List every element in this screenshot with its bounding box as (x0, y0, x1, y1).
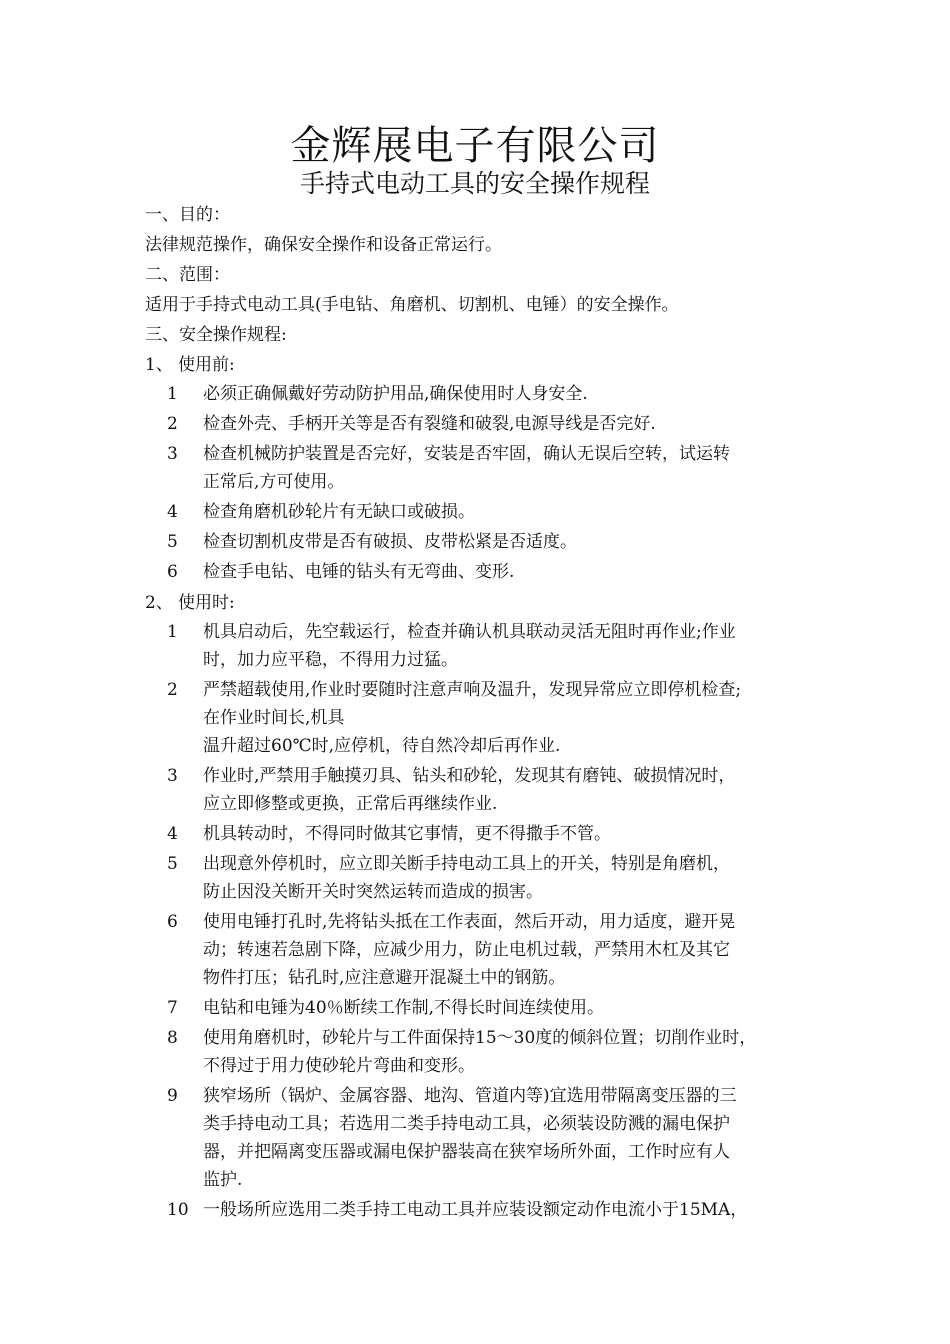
list-item (145, 850, 835, 906)
item-line: 时，加力应平稳，不得用力过猛。 (203, 650, 458, 670)
item-number: 9 (167, 1086, 178, 1106)
before-use-number: 1、 (145, 355, 173, 375)
scope-heading: 二、范围： (145, 265, 230, 285)
item-number: 3 (167, 766, 178, 786)
item-number: 1 (167, 622, 178, 642)
item-line: 监护. (203, 1170, 243, 1190)
item-line: 检查角磨机砂轮片有无缺口或破损。 (203, 502, 475, 522)
item-text (203, 440, 835, 496)
list-item (145, 528, 835, 556)
item-number: 6 (167, 912, 178, 932)
purpose-text: 法律规范操作，确保安全操作和设备正常运行。 (145, 235, 502, 255)
list-item (145, 618, 835, 674)
item-text (203, 762, 835, 818)
before-use-heading (145, 350, 835, 380)
purpose-heading: 一、目的： (145, 205, 230, 225)
item-text (203, 558, 835, 586)
item-line: 正常后,方可使用。 (203, 472, 345, 492)
item-text (203, 410, 835, 438)
item-text (203, 908, 835, 992)
item-text (203, 380, 835, 408)
item-number: 10 (167, 1200, 189, 1220)
list-item (145, 1082, 835, 1194)
during-use-number: 2、 (145, 593, 173, 613)
item-number: 2 (167, 414, 178, 434)
document-body (145, 200, 835, 1226)
item-text (203, 1196, 835, 1224)
company-name: 金辉展电子有限公司 (290, 123, 660, 169)
item-text (203, 528, 835, 556)
list-item (145, 994, 835, 1022)
list-item (145, 676, 835, 760)
item-line: 动；转速若急剧下降，应减少用力，防止电机过载，严禁用木杠及其它 (203, 940, 730, 960)
item-line: 在作业时间长,机具 (203, 708, 345, 728)
item-line: 不得过于用力使砂轮片弯曲和变形。 (203, 1056, 475, 1076)
item-line: 出现意外停机时，应立即关断手持电动工具上的开关，特别是角磨机， (203, 854, 730, 874)
item-line: 使用角磨机时，砂轮片与工件面保持15～30度的倾斜位置；切削作业时， (203, 1028, 757, 1048)
list-item (145, 820, 835, 848)
item-text (203, 1024, 835, 1080)
scope-text: 适用于手持式电动工具(手电钻、角磨机、切割机、电锤）的安全操作。 (145, 295, 679, 315)
item-number: 1 (167, 384, 178, 404)
item-line: 应立即修整或更换，正常后再继续作业. (203, 794, 498, 814)
item-line: 温升超过60℃时,应停机，待自然冷却后再作业. (203, 736, 561, 756)
item-line: 严禁超载使用,作业时要随时注意声响及温升，发现异常应立即停机检查; (203, 680, 742, 700)
item-line: 一般场所应选用二类手持工电动工具并应装设额定动作电流小于15MA， (203, 1200, 748, 1220)
item-text (203, 994, 835, 1022)
item-line: 使用电锤打孔时,先将钻头抵在工作表面，然后开动，用力适度，避开晃 (203, 912, 736, 932)
item-number: 5 (167, 854, 178, 874)
during-use-label: 使用时: (178, 593, 235, 613)
item-line: 检查手电钻、电锤的钻头有无弯曲、变形. (203, 562, 515, 582)
item-number: 4 (167, 824, 178, 844)
before-use-list (145, 380, 835, 586)
list-item (145, 498, 835, 526)
list-item (145, 440, 835, 496)
item-line: 机具转动时，不得同时做其它事情，更不得撒手不管。 (203, 824, 611, 844)
item-line: 检查切割机皮带是否有破损、皮带松紧是否适度。 (203, 532, 577, 552)
list-item (145, 762, 835, 818)
item-line: 作业时,严禁用手触摸刃具、钻头和砂轮，发现其有磨钝、破损情况时， (203, 766, 736, 786)
item-line: 检查机械防护装置是否完好，安装是否牢固，确认无误后空转，试运转 (203, 444, 730, 464)
before-use-label: 使用前: (178, 355, 235, 375)
item-number: 3 (167, 444, 178, 464)
item-line: 检查外壳、手柄开关等是否有裂缝和破裂,电源导线是否完好. (203, 414, 656, 434)
rules-heading: 三、安全操作规程: (145, 325, 287, 345)
document-title: 手持式电动工具的安全操作规程 (299, 169, 650, 198)
item-number: 5 (167, 532, 178, 552)
item-text (203, 498, 835, 526)
item-text (203, 850, 835, 906)
list-item (145, 1196, 835, 1224)
item-number: 8 (167, 1028, 178, 1048)
item-text (203, 1082, 835, 1194)
item-number: 4 (167, 502, 178, 522)
item-line: 狭窄场所（锅炉、金属容器、地沟、管道内等)宜选用带隔离变压器的三 (203, 1086, 737, 1106)
item-number: 6 (167, 562, 178, 582)
item-number: 2 (167, 680, 178, 700)
item-line: 类手持电动工具；若选用二类手持电动工具，必须装设防溅的漏电保护 (203, 1114, 730, 1134)
list-item (145, 558, 835, 586)
item-line: 机具启动后，先空载运行，检查并确认机具联动灵活无阻时再作业;作业 (203, 622, 736, 642)
item-line: 器，并把隔离变压器或漏电保护器装高在狭窄场所外面，工作时应有人 (203, 1142, 730, 1162)
during-use-list (145, 618, 835, 1224)
during-use-heading (145, 588, 835, 618)
item-line: 物件打压；钻孔时,应注意避开混凝土中的钢筋。 (203, 968, 566, 988)
list-item (145, 410, 835, 438)
list-item (145, 380, 835, 408)
list-item (145, 1024, 835, 1080)
list-item (145, 908, 835, 992)
item-text (203, 820, 835, 848)
item-line: 必须正确佩戴好劳动防护用品,确保使用时人身安全. (203, 384, 588, 404)
item-number: 7 (167, 998, 178, 1018)
item-line: 防止因没关断开关时突然运转而造成的损害。 (203, 882, 543, 902)
item-text (203, 618, 835, 674)
item-line: 电钻和电锤为40％断续工作制,不得长时间连续使用。 (203, 998, 605, 1018)
item-text (203, 676, 835, 760)
